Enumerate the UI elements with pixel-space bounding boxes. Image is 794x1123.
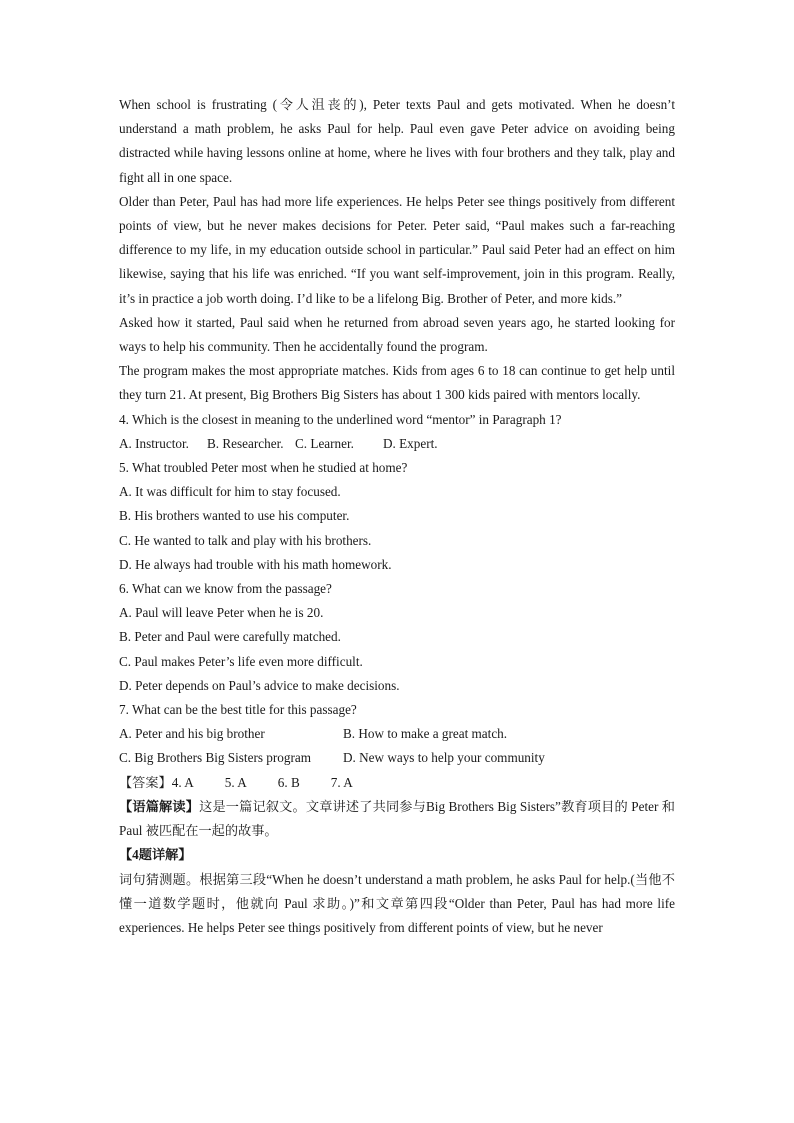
option-b: B. Peter and Paul were carefully matched. — [119, 629, 341, 645]
option-c: C. He wanted to talk and play with his brothers. — [119, 532, 372, 548]
answer-item: 5. A — [224, 774, 247, 790]
answer-label: 【答案】 — [119, 774, 172, 790]
option-b: B. His brothers wanted to use his computer. — [119, 508, 350, 524]
option-d: D. Peter depends on Paul’s advice to make decisions. — [119, 677, 400, 693]
question-7-stem: 7. What can be the best title for this passage? — [119, 702, 357, 718]
analysis-heading: 【语篇解读】 — [119, 798, 200, 814]
passage-paragraph-4: The program makes the most appropriate matches. Kids from ages 6 to 18 can continue to get help until they turn 21. At present, Big Brothers Big Sisters has about 1 300 kids paired with mentors locally. — [119, 363, 675, 403]
answer-item: 6. B — [277, 774, 300, 790]
document-page — [119, 93, 675, 940]
question-4-stem: 4. Which is the closest in meaning to the underlined word “mentor” in Paragraph 1? — [119, 411, 562, 427]
passage-paragraph-3: Asked how it started, Paul said when he returned from abroad seven years ago, he started looking for ways to help his community. Then he accidentally found the program. — [119, 314, 675, 355]
option-b: B. Researcher. — [207, 435, 284, 451]
passage-paragraph-1: When school is frustrating (令人沮丧的), Peter texts Paul and gets motivated. When he doesn’t understand a math problem, he asks Paul for help. Paul even gave Peter advice on avoiding being distracted while having lessons online at home, where he lives with four brothers and they talk, play and fight all in one space. — [119, 97, 675, 185]
question-6-stem: 6. What can we know from the passage? — [119, 581, 332, 597]
option-d: D. New ways to help your community — [343, 750, 545, 766]
option-c: C. Big Brothers Big Sisters program — [119, 750, 311, 766]
option-a: A. It was difficult for him to stay focused. — [119, 484, 341, 500]
analysis-text: 这是一篇记叙文。文章讲述了共同参与Big Brothers Big Sisters”教育项目的 Peter 和 Paul 被匹配在一起的故事。 — [119, 798, 675, 839]
detail-4-text: 词句猜测题。根据第三段“When he doesn’t understand a math problem, he asks Paul for help.(当他不懂一道数学题时，他就向 Paul 求助。)”和文章第四段“Older than Peter, Paul has had more life experiences. He helps Peter see things positively from different points of view, but he never — [119, 871, 675, 935]
answer-key — [119, 771, 675, 795]
option-a: A. Instructor. — [119, 435, 189, 451]
option-d: D. He always had trouble with his math homework. — [119, 556, 392, 572]
option-c: C. Learner. — [295, 435, 354, 451]
question-7-options-row-2 — [119, 746, 675, 770]
passage-paragraph-2: Older than Peter, Paul has had more life experiences. He helps Peter see things positively from different points of view, but he never makes decisions for Peter. Peter said, “Paul makes such a far-reaching difference to my life, in my education outside school in particular.” Paul said Peter had an effect on him likewise, saying that his life was enriched. “If you want self-improvement, join in this program. Really, it’s in practice a job worth doing. I’d like to be a lifelong Big. Brother of Peter, and more kids.” — [119, 193, 675, 306]
question-7-options-row-1 — [119, 722, 675, 746]
answer-item: 4. A — [171, 774, 194, 790]
option-a: A. Paul will leave Peter when he is 20. — [119, 605, 324, 621]
option-a: A. Peter and his big brother — [119, 726, 265, 742]
detail-4-heading: 【4题详解】 — [119, 847, 192, 863]
question-5-stem: 5. What troubled Peter most when he studied at home? — [119, 460, 408, 476]
discourse-analysis — [119, 795, 675, 843]
option-b: B. How to make a great match. — [343, 726, 508, 742]
option-c: C. Paul makes Peter’s life even more difficult. — [119, 653, 363, 669]
question-4-options — [119, 432, 675, 456]
answer-item: 7. A — [330, 774, 353, 790]
option-d: D. Expert. — [383, 435, 438, 451]
